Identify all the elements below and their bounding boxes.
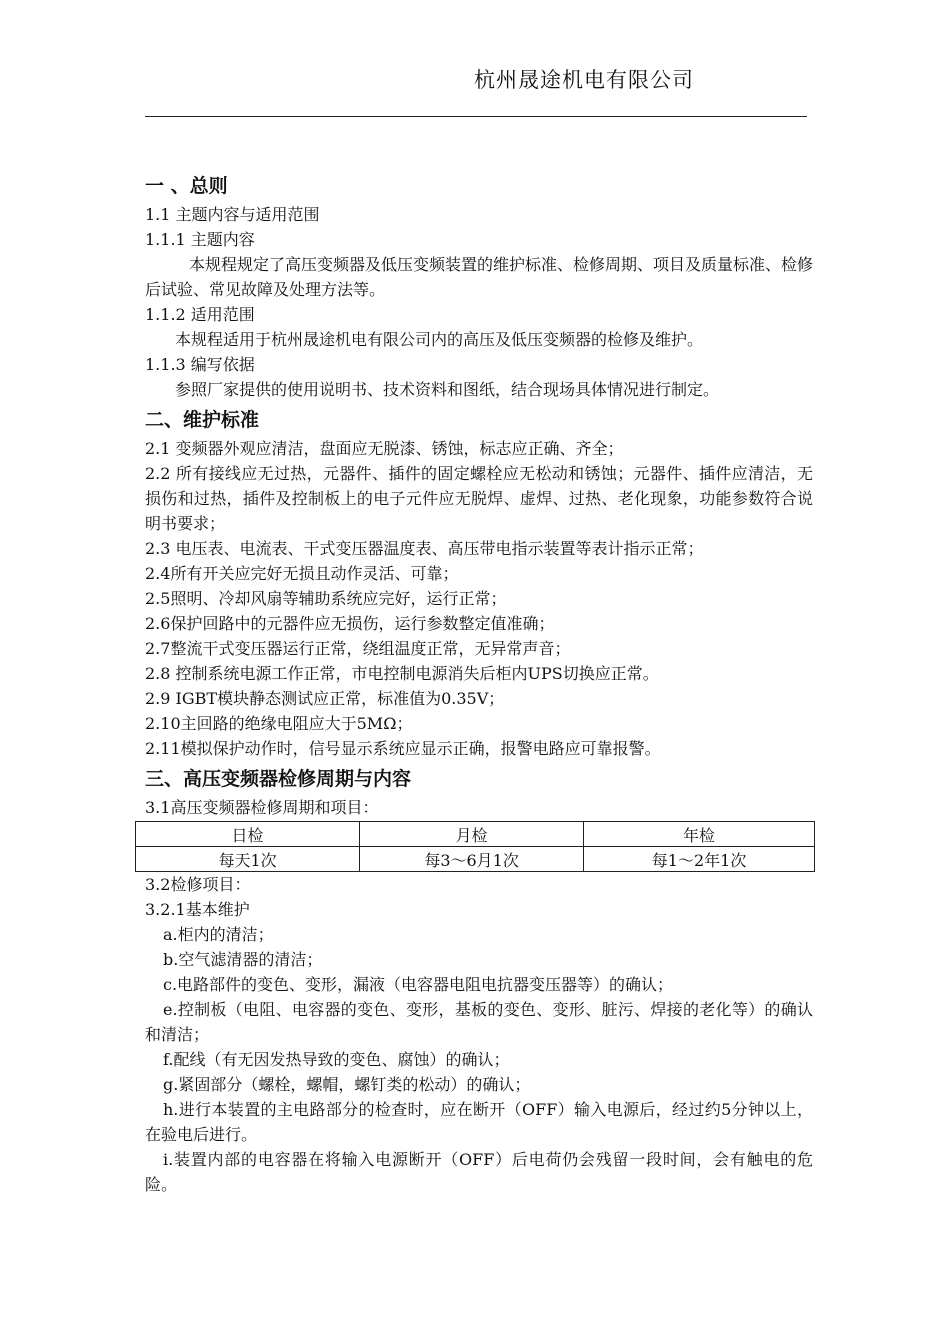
header-rule xyxy=(145,116,807,117)
table-cell: 每1～2年1次 xyxy=(584,847,815,872)
list-item: 2.7整流干式变压器运行正常，绕组温度正常，无异常声音； xyxy=(145,639,571,658)
list-item: a.柜内的清洁； xyxy=(163,925,274,944)
heading-3-2: 3.2检修项目： xyxy=(145,875,251,894)
list-item: 2.9 IGBT模块静态测试应正常，标准值为0.35V； xyxy=(145,689,505,708)
paragraph-applicability: 本规程适用于杭州晟途机电有限公司内的高压及低压变频器的检修及维护。 xyxy=(175,330,704,349)
heading-1-1-1: 1.1.1 主题内容 xyxy=(145,230,255,249)
table-header-cell: 日检 xyxy=(136,822,360,847)
paragraph-scope-content: 本规程规定了高压变频器及低压变频装置的维护标准、检修周期、项目及质量标准、检修后试验、常见故障及处理方法等。 xyxy=(145,255,814,299)
section-1-title: 一 、总则 xyxy=(145,175,228,197)
company-header: 杭州晟途机电有限公司 xyxy=(474,68,694,92)
list-item: 2.4所有开关应完好无损且动作灵活、可靠； xyxy=(145,564,459,583)
list-item: 2.6保护回路中的元器件应无损伤，运行参数整定值准确； xyxy=(145,614,555,633)
list-item: h.进行本装置的主电路部分的检查时，应在断开（OFF）输入电源后，经过约5分钟以上，在验电后进行。 xyxy=(145,1100,813,1144)
heading-3-2-1: 3.2.1基本维护 xyxy=(145,900,250,919)
heading-1-1-3: 1.1.3 编写依据 xyxy=(145,355,255,374)
heading-1-1-2: 1.1.2 适用范围 xyxy=(145,305,255,324)
list-item: 2.1 变频器外观应清洁，盘面应无脱漆、锈蚀，标志应正确、齐全； xyxy=(145,439,624,458)
maintenance-cycle-table xyxy=(135,821,815,872)
table-header-cell: 月检 xyxy=(360,822,584,847)
list-item: 2.5照明、冷却风扇等辅助系统应完好，运行正常； xyxy=(145,589,507,608)
table-header-cell: 年检 xyxy=(584,822,815,847)
document-body xyxy=(145,172,813,1197)
list-item: f.配线（有无因发热导致的变色、腐蚀）的确认； xyxy=(163,1050,510,1069)
table-cell: 每3～6月1次 xyxy=(360,847,584,872)
list-item: 2.2 所有接线应无过热，元器件、插件的固定螺栓应无松动和锈蚀；元器件、插件应清洁，无损伤和过热，插件及控制板上的电子元件应无脱焊、虚焊、过热、老化现象，功能参数符合说明书要求； xyxy=(145,464,813,533)
list-item: e.控制板（电阻、电容器的变色、变形，基板的变色、变形、脏污、焊接的老化等）的确认和清洁； xyxy=(145,1000,813,1044)
list-item: 2.11模拟保护动作时，信号显示系统应显示正确，报警电路应可靠报警。 xyxy=(145,739,661,758)
table-cell: 每天1次 xyxy=(136,847,360,872)
heading-1-1: 1.1 主题内容与适用范围 xyxy=(145,205,320,224)
list-item: 2.10主回路的绝缘电阻应大于5MΩ； xyxy=(145,714,413,733)
heading-3-1: 3.1高压变频器检修周期和项目： xyxy=(145,798,379,817)
table-row xyxy=(136,847,815,872)
table-header-row xyxy=(136,822,815,847)
list-item: i.装置内部的电容器在将输入电源断开（OFF）后电荷仍会残留一段时间，会有触电的危险。 xyxy=(145,1150,813,1194)
paragraph-basis: 参照厂家提供的使用说明书、技术资料和图纸，结合现场具体情况进行制定。 xyxy=(175,380,720,399)
list-item: 2.8 控制系统电源工作正常，市电控制电源消失后柜内UPS切换应正常。 xyxy=(145,664,659,683)
list-item: g.紧固部分（螺栓，螺帽，螺钉类的松动）的确认； xyxy=(163,1075,531,1094)
list-item: b.空气滤清器的清洁； xyxy=(163,950,323,969)
section-2-title: 二、维护标准 xyxy=(145,409,260,431)
section-3-title: 三、高压变频器检修周期与内容 xyxy=(145,768,412,790)
list-item: c.电路部件的变色、变形，漏液（电容器电阻电抗器变压器等）的确认； xyxy=(163,975,674,994)
list-item: 2.3 电压表、电流表、干式变压器温度表、高压带电指示装置等表计指示正常； xyxy=(145,539,704,558)
